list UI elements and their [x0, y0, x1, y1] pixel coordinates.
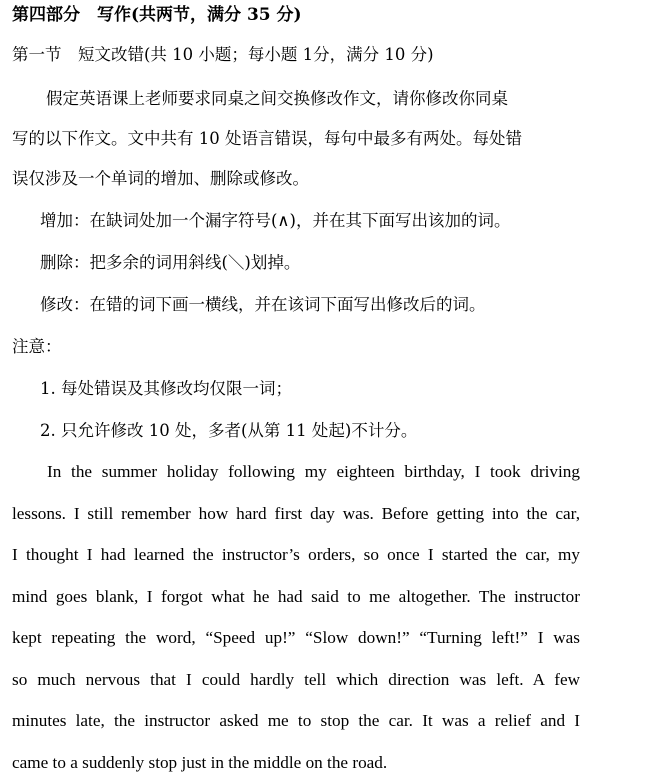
note-label: 注意：	[12, 337, 62, 356]
passage-line-1: In the summer holiday following my eighteen birthday, I took driving	[47, 462, 580, 481]
passage-line-5: kept repeating the word, “Speed up!” “Slow down!” “Turning left!” I was	[12, 628, 580, 647]
note-item-1: 1. 每处错误及其修改均仅限一词；	[40, 379, 292, 398]
section-title: 第四部分 写作(共两节，满分 35 分)	[12, 5, 302, 25]
note-item-2: 2. 只允许修改 10 处，多者(从第 11 处起)不计分。	[40, 421, 418, 440]
intro-line-3: 误仅涉及一个单词的增加、删除或修改。	[12, 169, 309, 188]
rule-add: 增加：在缺词处加一个漏字符号(∧)，并在其下面写出该加的词。	[40, 211, 511, 230]
passage-line-2: lessons. I still remember how hard first day was. Before getting into the car,	[12, 504, 580, 523]
passage-line-4: mind goes blank, I forgot what he had said to me altogether. The instructor	[12, 587, 580, 606]
section-subtitle: 第一节 短文改错(共 10 小题；每小题 1分，满分 10 分)	[12, 45, 434, 64]
passage-line-6: so much nervous that I could hardly tell which direction was left. A few	[12, 670, 580, 689]
passage-line-3: I thought I had learned the instructor’s orders, so once I started the car, my	[12, 545, 580, 564]
rule-modify: 修改：在错的词下画一横线，并在该词下面写出修改后的词。	[40, 295, 486, 314]
intro-line-1: 假定英语课上老师要求同桌之间交换修改作文，请你修改你同桌	[46, 89, 508, 108]
intro-line-2: 写的以下作文。文中共有 10 处语言错误，每句中最多有两处。每处错	[12, 129, 522, 148]
rule-delete: 删除：把多余的词用斜线(＼)划掉。	[40, 253, 301, 272]
passage-line-8: came to a suddenly stop just in the middle on the road.	[12, 753, 388, 772]
passage-line-7: minutes late, the instructor asked me to stop the car. It was a relief and I	[12, 711, 580, 730]
